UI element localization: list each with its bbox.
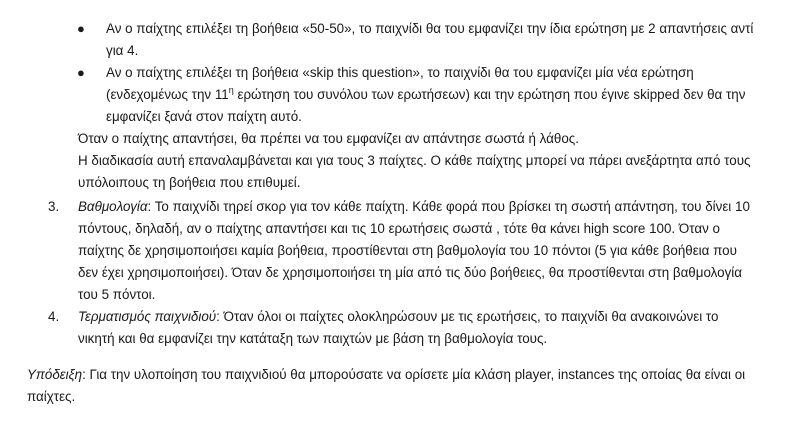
bullet-list [0, 18, 789, 128]
hint-paragraph [27, 364, 767, 408]
item-text: : Το παιχνίδι τηρεί σκορ για τον κάθε παίχτη. Κάθε φορά που βρίσκει τη σωστή απάντηση, του δίνει 10 πόντους, δηλαδή, αν ο παίχτης απαντήσει και τις 10 ερωτήσεις σωστά , τότε θα κάνει high score 100. Όταν ο παίχτης δε χρησιμοποιήσει καμία βοήθεια, προστίθενται στη βαθμολογία του 10 πόντοι (5 για κάθε βοήθεια που δεν έχει χρησιμοποιήσει). Όταν δε χρησιμοποιήσει τη μία από τις δύο βοήθειες, θα προστίθενται στη βαθμολογία του 5 πόντοι. [78, 199, 750, 302]
paragraph-text: Όταν ο παίχτης απαντήσει, θα πρέπει να του εμφανίζει αν απάντησε σωστά ή λάθος. [78, 131, 579, 146]
numbered-list [0, 196, 789, 350]
bullet-item-50-50 [0, 18, 756, 62]
bullet-dot-icon: ● [77, 21, 85, 36]
item-number: 3. [48, 199, 60, 214]
hint-text: : Για την υλοποίηση του παιχνιδιού θα μπορούσατε να ορίσετε μία κλάση player, instances της οποίας θα είναι οι παίχτες. [27, 367, 746, 404]
bullet-text-after: ερώτηση του συνόλου των ερωτήσεων) και την ερώτηση που έγινε skipped δεν θα την εμφανίζει ξανά στον παίχτη αυτό. [106, 87, 746, 124]
ordinal-superscript: η [228, 84, 234, 95]
paragraph-text: Η διαδικασία αυτή επαναλαμβάνεται και για τους 3 παίχτες. Ο κάθε παίχτης μπορεί να πάρει ανεξάρτητα από τους υπόλοιπους τη βοήθεια που επιθυμεί. [78, 153, 751, 190]
bullet-text: Αν ο παίχτης επιλέξει τη βοήθεια «50-50», το παιχνίδι θα του εμφανίζει την ίδια ερώτηση με 2 απαντήσεις αντί για 4. [106, 21, 754, 58]
item-text: : Όταν όλοι οι παίχτες ολοκληρώσουν με τις ερωτήσεις, το παιχνίδι θα ανακοινώνει το νικητή και θα εμφανίζει την κατάταξη των παιχτών με βάση τη βαθμολογία τους. [78, 309, 719, 346]
item-title: Βαθμολογία [78, 199, 148, 214]
hint-title: Υπόδειξη [27, 367, 83, 382]
paragraph-repeat-process [78, 150, 758, 194]
bullet-item-skip [0, 62, 756, 128]
item-title: Τερματισμός παιχνιδιού [78, 309, 217, 324]
bullet-dot-icon: ● [77, 65, 85, 80]
bullet-text-before: Αν ο παίχτης επιλέξει τη βοήθεια «skip this question», το παιχνίδι θα του εμφανίζει μία νέα ερώτηση (ενδεχομένως την 11 [106, 65, 694, 102]
paragraph-answer-feedback [78, 128, 758, 150]
numbered-item-game-end [0, 306, 758, 350]
item-number: 4. [48, 309, 60, 324]
numbered-item-scoring [0, 196, 758, 306]
